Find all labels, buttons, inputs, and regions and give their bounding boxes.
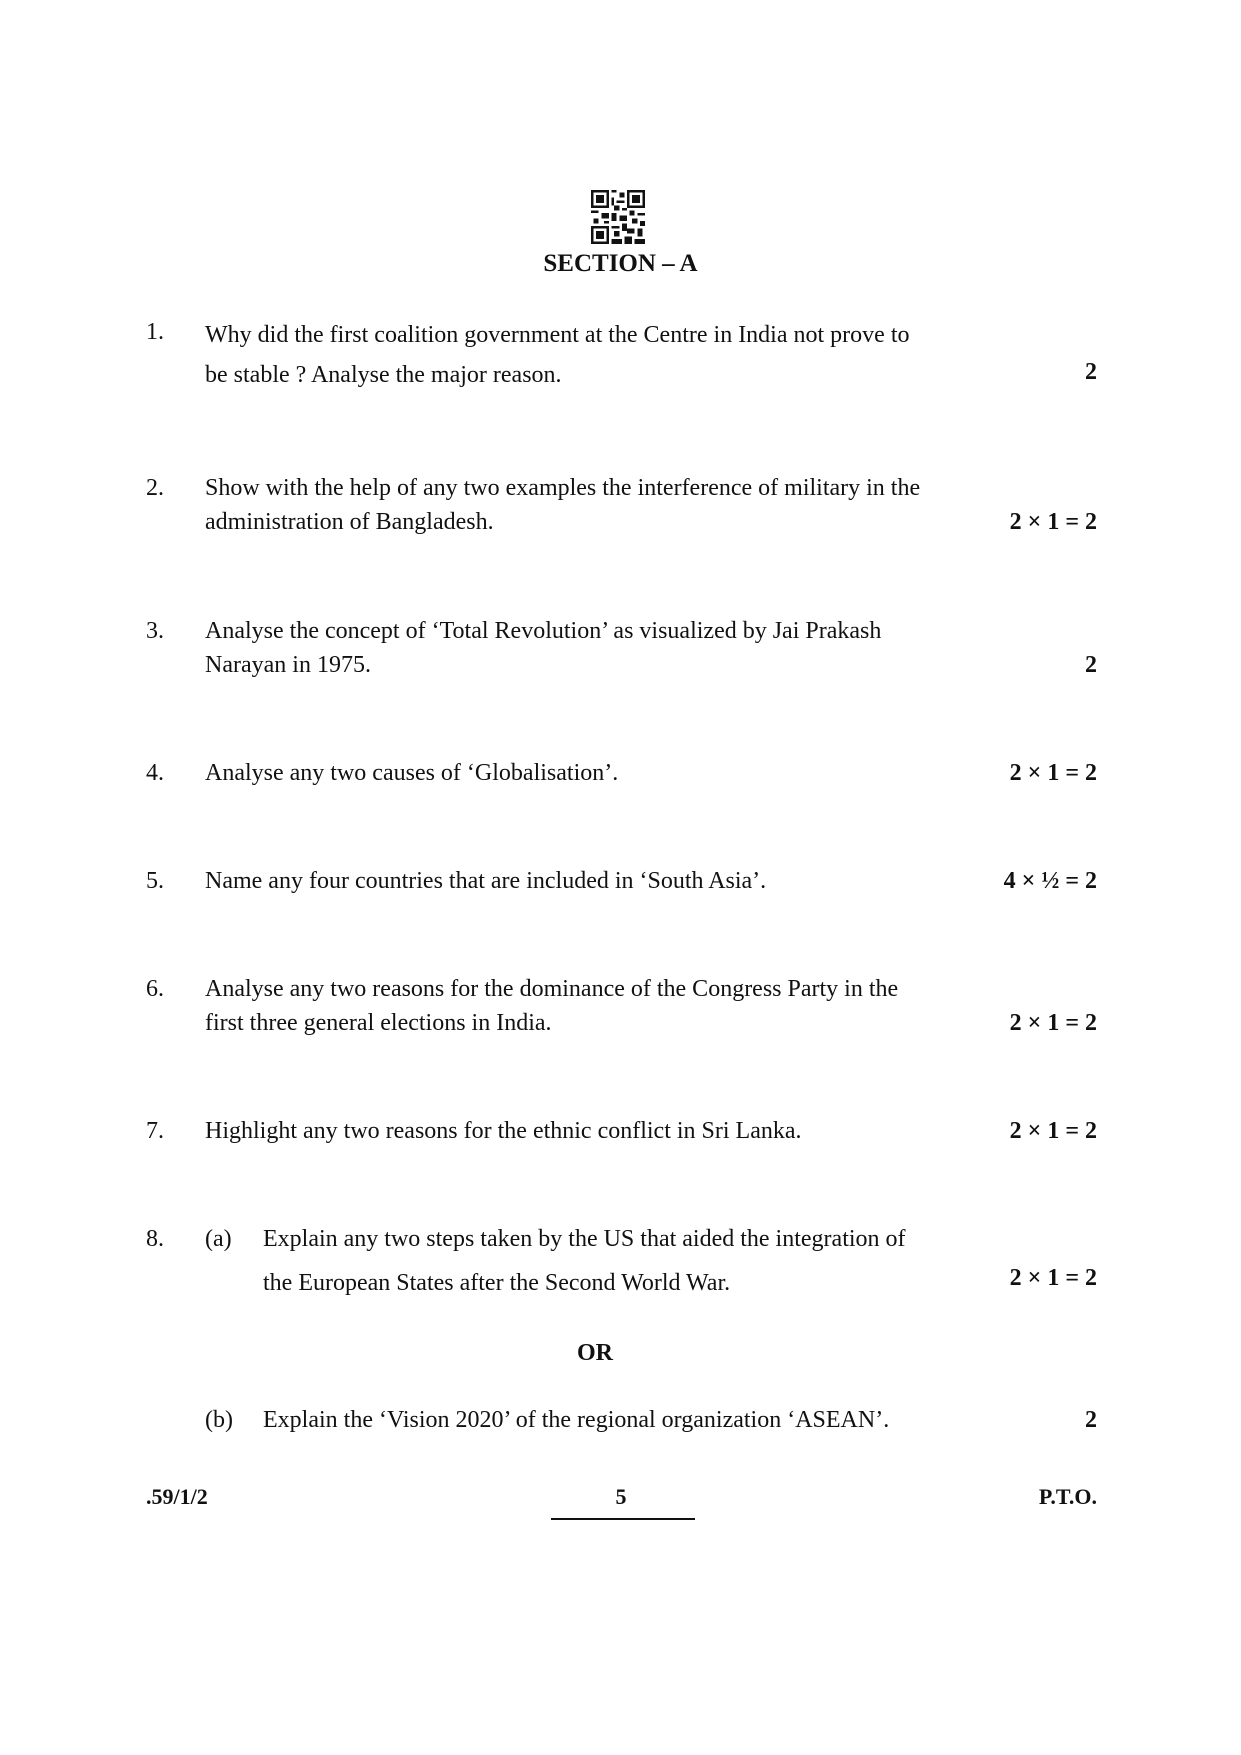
- question-marks: 2: [1085, 359, 1097, 385]
- page-number-rule: [551, 1518, 695, 1520]
- question-text: Name any four countries that are included in ‘South Asia’.: [205, 868, 767, 894]
- question-number: 3.: [146, 618, 164, 644]
- section-title: SECTION – A: [543, 250, 698, 277]
- question-marks: 2 × 1 = 2: [1009, 760, 1097, 786]
- question-marks: 4 × ½ = 2: [1003, 868, 1097, 894]
- question-number: 7.: [146, 1118, 164, 1144]
- question-marks: 2 × 1 = 2: [1009, 509, 1097, 535]
- qr-code-icon: [591, 190, 645, 244]
- question-marks: 2: [1085, 652, 1097, 678]
- question-marks: 2: [1085, 1407, 1097, 1433]
- question-number: 1.: [146, 319, 164, 345]
- question-number: 6.: [146, 976, 164, 1002]
- question-sub-label: (a): [205, 1226, 232, 1252]
- page-number: 5: [615, 1484, 627, 1509]
- question-number: 8.: [146, 1226, 164, 1252]
- question-text: Show with the help of any two examples the interference of military in the administration of Bangladesh.: [205, 475, 921, 535]
- question-text: Explain any two steps taken by the US that aided the integration of the European States after the Second World War.: [263, 1226, 906, 1296]
- question-number: 4.: [146, 760, 164, 786]
- or-divider: OR: [577, 1340, 613, 1366]
- question-sub-label: (b): [205, 1407, 233, 1433]
- question-marks: 2 × 1 = 2: [1009, 1265, 1097, 1291]
- question-number: 5.: [146, 868, 164, 894]
- question-text: Explain the ‘Vision 2020’ of the regional organization ‘ASEAN’.: [263, 1407, 890, 1433]
- question-text: Highlight any two reasons for the ethnic conflict in Sri Lanka.: [205, 1118, 802, 1144]
- question-text: Analyse any two causes of ‘Globalisation’.: [205, 760, 619, 786]
- paper-code: .59/1/2: [146, 1484, 208, 1509]
- question-number: 2.: [146, 475, 164, 501]
- pto-label: P.T.O.: [1038, 1484, 1097, 1509]
- question-text: Analyse the concept of ‘Total Revolution’ as visualized by Jai Prakash Narayan in 1975.: [205, 618, 882, 678]
- question-text: Why did the first coalition government at the Centre in India not prove to be stable ? Analyse the major reason.: [205, 322, 910, 388]
- question-marks: 2 × 1 = 2: [1009, 1118, 1097, 1144]
- question-text: Analyse any two reasons for the dominance of the Congress Party in the first three general elections in India.: [205, 976, 899, 1036]
- question-marks: 2 × 1 = 2: [1009, 1010, 1097, 1036]
